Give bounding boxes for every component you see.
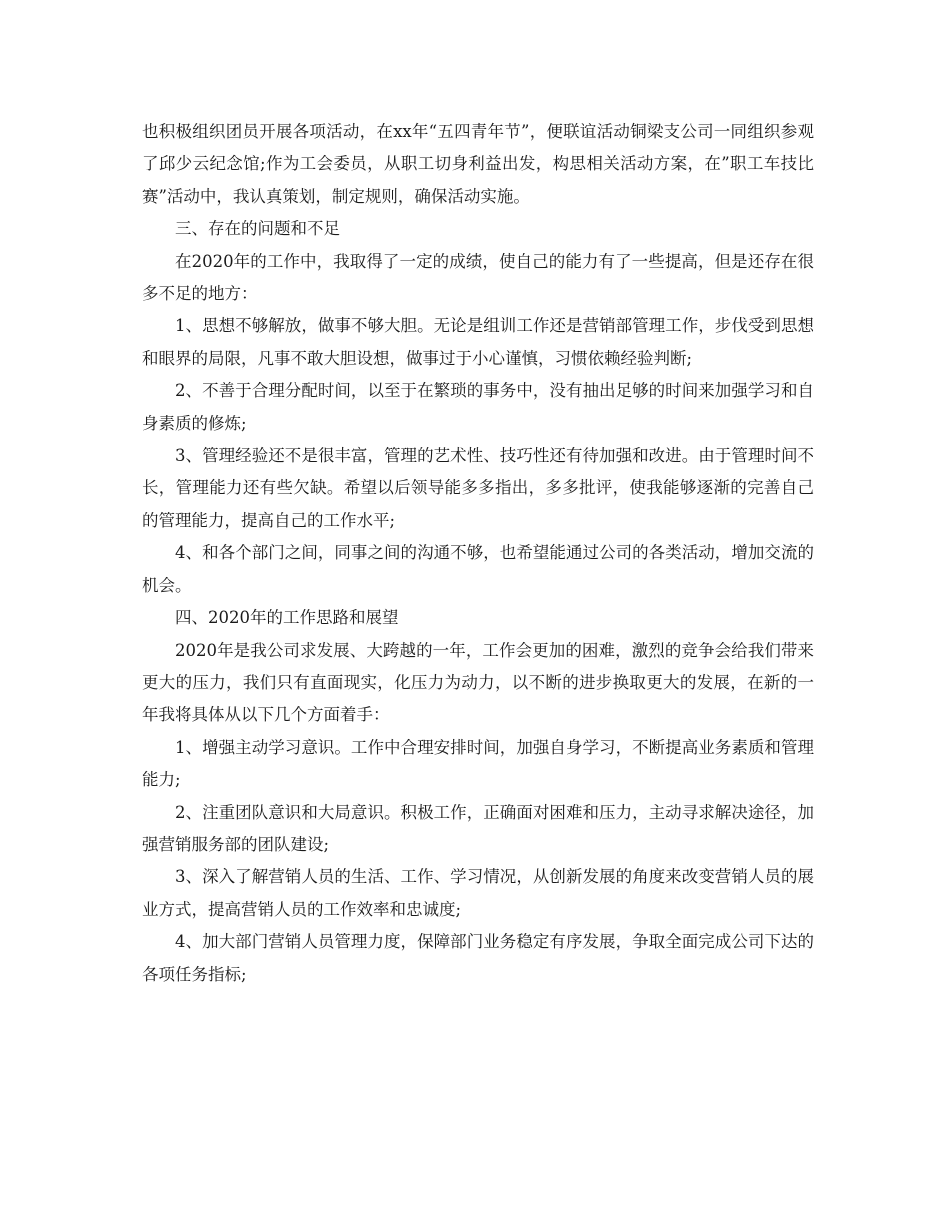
paragraph-problems-intro: 在2020年的工作中，我取得了一定的成绩，使自己的能力有了一些提高，但是还存在很多不足的地方：: [142, 251, 814, 304]
paragraph-continuation: 也积极组织团员开展各项活动，在xx年“五四青年节”，便联谊活动铜梁支公司一同组织参观了邱少云纪念馆;作为工会委员，从职工切身利益出发，构思相关活动方案，在”职工车技比赛”活动中，我认真策划，制定规则，确保活动实施。: [142, 122, 814, 206]
section-heading-problems: 三、存在的问题和不足: [175, 219, 340, 239]
paragraph-problem-2: 2、不善于合理分配时间，以至于在繁琐的事务中，没有抽出足够的时间来加强学习和自身素质的修炼;: [142, 381, 814, 433]
paragraph-outlook-intro: 2020年是我公司求发展、大跨越的一年，工作会更加的困难，激烈的竞争会给我们带来更大的压力，我们只有直面现实，化压力为动力，以不断的进步换取更大的发展，在新的一年我将具体从以下几个方面着手：: [142, 640, 814, 725]
paragraph-plan-3: 3、深入了解营销人员的生活、工作、学习情况，从创新发展的角度来改变营销人员的展业方式，提高营销人员的工作效率和忠诚度;: [142, 867, 814, 919]
paragraph-problem-3: 3、管理经验还不是很丰富，管理的艺术性、技巧性还有待加强和改进。由于管理时间不长，管理能力还有些欠缺。希望以后领导能多多指出，多多批评，使我能够逐渐的完善自己的管理能力，提高自己的工作水平;: [142, 446, 814, 530]
paragraph-problem-4: 4、和各个部门之间，同事之间的沟通不够，也希望能通过公司的各类活动，增加交流的机会。: [142, 543, 814, 595]
paragraph-plan-4: 4、加大部门营销人员管理力度，保障部门业务稳定有序发展，争取全面完成公司下达的各项任务指标;: [142, 932, 814, 984]
section-heading-outlook: 四、2020年的工作思路和展望: [175, 608, 399, 628]
document-body: [142, 116, 814, 991]
paragraph-plan-2: 2、注重团队意识和大局意识。积极工作，正确面对困难和压力，主动寻求解决途径，加强营销服务部的团队建设;: [142, 802, 814, 854]
paragraph-problem-1: 1、思想不够解放，做事不够大胆。无论是组训工作还是营销部管理工作，步伐受到思想和眼界的局限，凡事不敢大胆设想，做事过于小心谨慎，习惯依赖经验判断;: [142, 316, 814, 368]
paragraph-plan-1: 1、增强主动学习意识。工作中合理安排时间，加强自身学习，不断提高业务素质和管理能力;: [142, 737, 814, 790]
